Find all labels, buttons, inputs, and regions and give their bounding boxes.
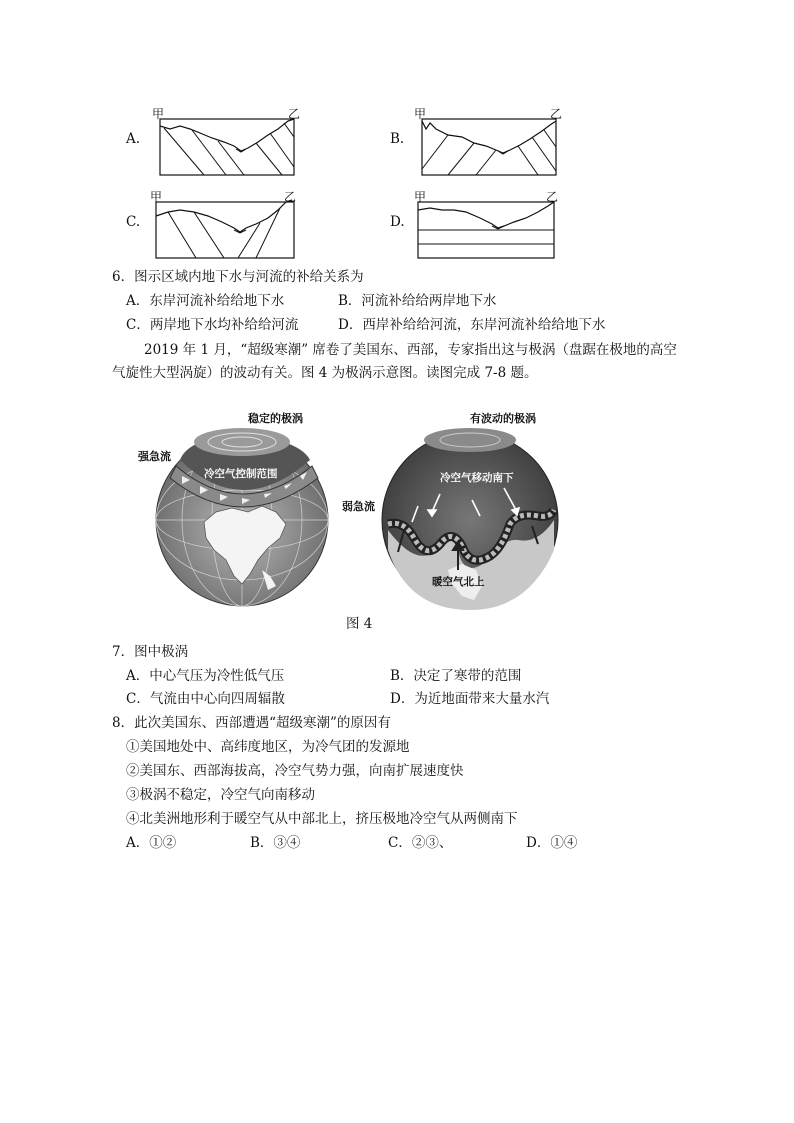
stable-vortex-globe xyxy=(150,420,335,610)
q8-option-b: B．③④ xyxy=(250,835,301,851)
left-globe-title: 稳定的极涡 xyxy=(248,412,303,425)
q6-option-b: B．河流补给给两岸地下水 xyxy=(338,293,497,309)
profile-c-diagram xyxy=(152,198,298,260)
profile-d-right-label: 乙 xyxy=(546,190,559,204)
q7-option-d: D．为近地面带来大量水汽 xyxy=(390,691,550,707)
figure-caption: 图 4 xyxy=(346,616,373,632)
profile-c-left-label: 甲 xyxy=(150,190,163,204)
right-globe-title: 有波动的极涡 xyxy=(470,412,536,425)
profile-d-letter: D. xyxy=(390,214,405,230)
q8-item-3: ③极涡不稳定，冷空气向南移动 xyxy=(126,787,315,803)
profile-a-right-label: 乙 xyxy=(288,107,301,121)
intro-line-2: 气旋性大型涡旋）的波动有关。图 4 为极涡示意图。读图完成 7-8 题。 xyxy=(112,365,538,381)
q8-item-2: ②美国东、西部海拔高，冷空气势力强，向南扩展速度快 xyxy=(126,763,464,779)
q8-item-1: ①美国地处中、高纬度地区，为冷气团的发源地 xyxy=(126,739,410,755)
q7-option-b: B．决定了寒带的范围 xyxy=(390,668,522,684)
profile-b-left-label: 甲 xyxy=(414,107,427,121)
profile-c-letter: C. xyxy=(126,214,141,230)
cold-control-label: 冷空气控制范围 xyxy=(204,468,278,480)
q6-option-d: D．西岸补给给河流，东岸河流补给给地下水 xyxy=(338,317,606,333)
profile-a-diagram xyxy=(156,115,298,177)
profile-a-left-label: 甲 xyxy=(152,107,165,121)
strong-jet-label: 强急流 xyxy=(138,450,171,463)
profile-d-left-label: 甲 xyxy=(414,190,427,204)
intro-line-1: 2019 年 1 月，“超级寒潮” 席卷了美国东、西部，专家指出这与极涡（盘踞在极地的高空 xyxy=(144,342,677,358)
q7-option-c: C．气流由中心向四周辐散 xyxy=(126,691,285,707)
q7-stem: 7．图中极涡 xyxy=(112,644,189,660)
profile-b-letter: B. xyxy=(390,131,405,147)
profile-b-right-label: 乙 xyxy=(550,107,563,121)
q6-option-a: A．东岸河流补给给地下水 xyxy=(126,293,285,309)
cold-move-label: 冷空气移动南下 xyxy=(440,472,514,484)
q8-option-d: D．①④ xyxy=(526,835,578,851)
q6-stem: 6．图示区域内地下水与河流的补给关系为 xyxy=(112,269,364,285)
q6-option-c: C．两岸地下水均补给给河流 xyxy=(126,317,299,333)
profile-b-diagram xyxy=(418,115,560,177)
profile-a-letter: A. xyxy=(126,131,141,147)
q7-option-a: A．中心气压为冷性低气压 xyxy=(126,668,285,684)
profile-c-right-label: 乙 xyxy=(284,190,297,204)
q8-option-c: C．②③、 xyxy=(388,835,453,851)
profile-d-diagram xyxy=(414,198,560,260)
q8-stem: 8．此次美国东、西部遭遇“超级寒潮”的原因有 xyxy=(112,715,391,731)
q8-option-a: A．①② xyxy=(126,835,177,851)
weak-jet-label: 弱急流 xyxy=(342,500,375,513)
q8-item-4: ④北美洲地形利于暖空气从中部北上，挤压极地冷空气从两侧南下 xyxy=(126,811,518,827)
warm-up-label: 暖空气北上 xyxy=(432,576,485,588)
